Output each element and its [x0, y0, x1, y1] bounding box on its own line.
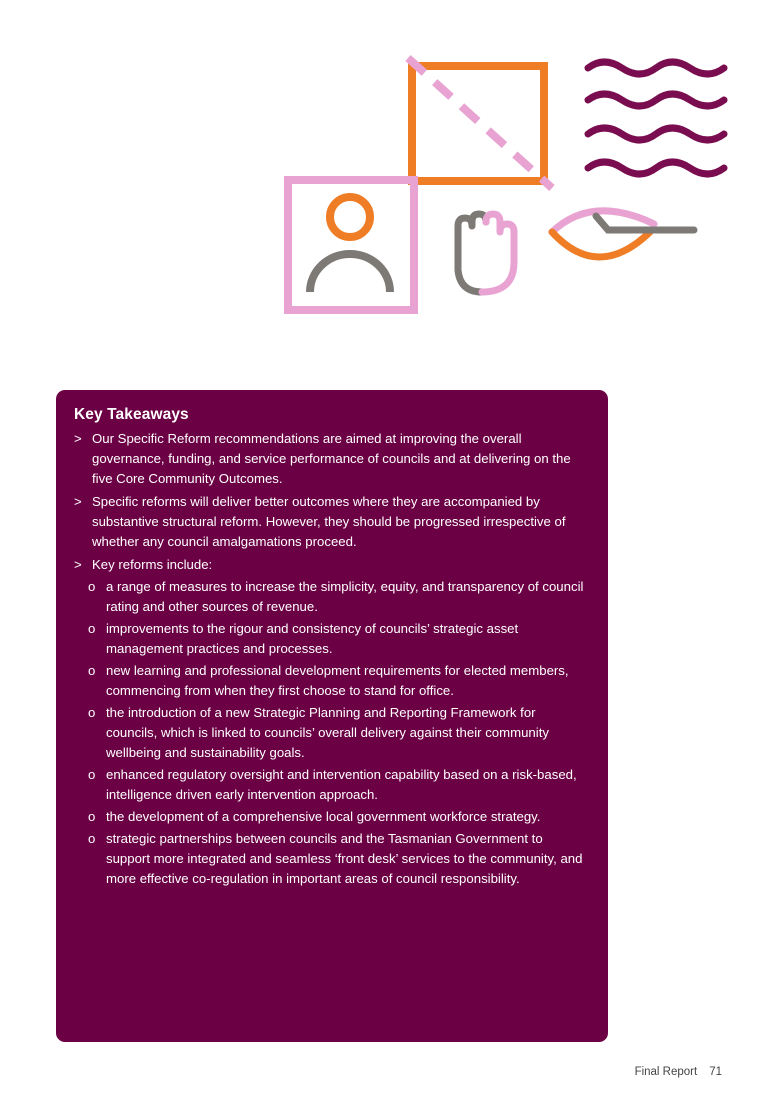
key-reforms-list [88, 577, 588, 889]
list-item [74, 555, 588, 889]
person-body-icon [310, 254, 390, 292]
sub-bullet-text: the introduction of a new Strategic Planning and Reporting Framework for councils, which is linked to councils’ overall delivery against their community wellbeing and sustainability goals. [106, 705, 549, 760]
page-number: 71 [709, 1066, 722, 1078]
list-item [74, 807, 588, 827]
sub-bullet-marker: o [88, 705, 96, 720]
sub-bullet-marker: o [88, 579, 96, 594]
sub-bullet-marker: o [88, 767, 96, 782]
page-footer [635, 1066, 722, 1078]
sub-bullet-text: improvements to the rigour and consistency of councils’ strategic asset management practices and processes. [106, 621, 519, 656]
illustration [270, 40, 740, 330]
sub-bullet-text: new learning and professional development requirements for elected members, commencing from when they first choose to stand for office. [106, 663, 569, 698]
leaf-icon [552, 211, 694, 257]
list-item [74, 703, 588, 763]
sub-bullet-marker: o [88, 809, 96, 824]
list-item [74, 577, 588, 617]
sub-bullet-marker: o [88, 621, 96, 636]
bullet-marker: > [74, 431, 82, 446]
list-item [74, 429, 588, 489]
list-item [74, 661, 588, 701]
bullet-marker: > [74, 494, 82, 509]
illustration-graphic [270, 40, 740, 330]
person-head-icon [330, 197, 370, 237]
sub-bullet-marker: o [88, 831, 96, 846]
sub-bullet-text: enhanced regulatory oversight and intervention capability based on a risk-based, intelligence driven early intervention approach. [106, 767, 577, 802]
key-takeaways-box [56, 390, 608, 1042]
bullet-text: Specific reforms will deliver better outcomes where they are accompanied by substantive structural reform. However, they should be progressed irrespective of whether any council amalgamations proceed. [92, 494, 566, 549]
takeaways-list [74, 429, 588, 889]
sub-bullet-text: strategic partnerships between councils and the Tasmanian Government to support more integrated and seamless ‘front desk’ services to the community, and more effective co-regulation in important areas of council responsibility. [106, 831, 583, 886]
list-item [74, 829, 588, 889]
bullet-marker: > [74, 557, 82, 572]
wave-icon [588, 62, 724, 174]
sub-bullet-marker: o [88, 663, 96, 678]
footer-label: Final Report [634, 1066, 698, 1078]
hand-icon [458, 214, 514, 292]
bullet-text: Key reforms include: [92, 557, 213, 572]
sub-bullet-text: a range of measures to increase the simplicity, equity, and transparency of council rating and other sources of revenue. [106, 579, 584, 614]
list-item [74, 765, 588, 805]
bullet-text: Our Specific Reform recommendations are aimed at improving the overall governance, funding, and service performance of councils and at delivering on the five Core Community Outcomes. [92, 431, 571, 486]
dashed-diagonal-icon [408, 58, 552, 188]
sub-bullet-text: the development of a comprehensive local government workforce strategy. [106, 809, 541, 824]
list-item [74, 492, 588, 552]
key-takeaways-title: Key Takeaways [74, 406, 189, 423]
list-item [74, 619, 588, 659]
